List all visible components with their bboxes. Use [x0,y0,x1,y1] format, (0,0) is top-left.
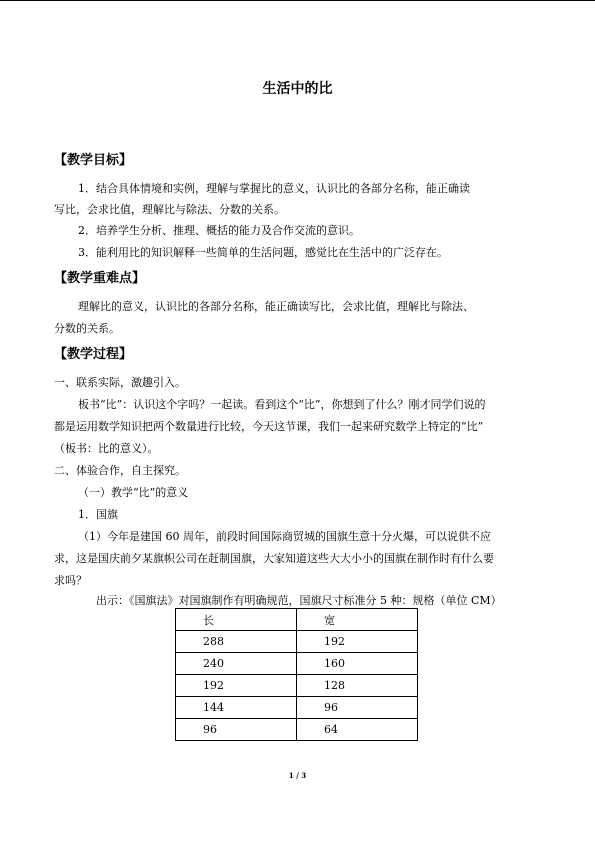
page-title: 生活中的比 [262,81,333,97]
flag-heading: 1．国旗 [78,508,118,521]
column-header-length: 长 [176,609,297,631]
table-cell: 160 [297,653,418,675]
table-cell: 192 [176,675,297,697]
board-text-line-3: （板书：比的意义）。 [54,442,159,455]
section-heading-process: 【教学过程】 [54,347,133,362]
flag-paragraph-line-2: 求，这是国庆前夕某旗帜公司在赶制国旗，大家知道这些大大小小的国旗在制作时有什么要 [54,552,494,565]
table-cell: 96 [297,697,418,719]
flag-law-note: 出示：《国旗法》对国旗制作有明确规范，国旗尺寸标准分 5 种：规格（单位 CM） [96,594,502,607]
table-row [176,631,418,653]
header-rule [0,0,595,1]
objective-2: 2．培养学生分析、推理、概括的能力及合作交流的意识。 [78,224,360,237]
board-text-line-2: 都是运用数学知识把两个数量进行比较，今天这节课，我们一起来研究数学上特定的“比” [54,420,484,433]
objective-1-line-1: 1．结合具体情境和实例，理解与掌握比的意义，认识比的各部分名称，能正确读 [78,182,470,195]
table-header-row [176,609,418,631]
section-heading-objectives: 【教学目标】 [54,153,133,168]
flag-paragraph-line-1: （1）今年是建国 60 周年，前段时间国际商贸城的国旗生意十分火爆，可以说供不应 [78,530,491,543]
objective-1-line-2: 写比，会求比值，理解比与除法、分数的关系。 [54,203,285,216]
flag-paragraph-line-3: 求吗？ [54,574,87,587]
table-cell: 288 [176,631,297,653]
key-points-line-1: 理解比的意义，认识比的各部分名称，能正确读写比，会求比值，理解比与除法、 [78,300,474,313]
table-cell: 96 [176,719,297,741]
process-step-2: 二、体验合作，自主探究。 [54,464,186,477]
table-cell: 64 [297,719,418,741]
table-row [176,719,418,741]
table-row [176,697,418,719]
objective-3: 3．能利用比的知识解释一些简单的生活问题，感觉比在生活中的广泛存在。 [78,246,448,259]
table-cell: 240 [176,653,297,675]
table-row [176,653,418,675]
table-cell: 192 [297,631,418,653]
column-header-width: 宽 [297,609,418,631]
table-row [176,675,418,697]
flag-size-table [175,608,418,741]
key-points-line-2: 分数的关系。 [54,322,120,335]
table-cell: 128 [297,675,418,697]
board-text-line-1: 板书“比”：认识这个字吗？一起读。看到这个“比”，你想到了什么？刚才同学们说的 [78,398,486,411]
sub-section-1: （一）教学“比”的意义 [78,486,189,499]
section-heading-key-points: 【教学重难点】 [54,271,146,286]
page-number: 1 / 3 [288,771,307,780]
table-cell: 144 [176,697,297,719]
process-step-1: 一、联系实际，激趣引入。 [54,376,186,389]
